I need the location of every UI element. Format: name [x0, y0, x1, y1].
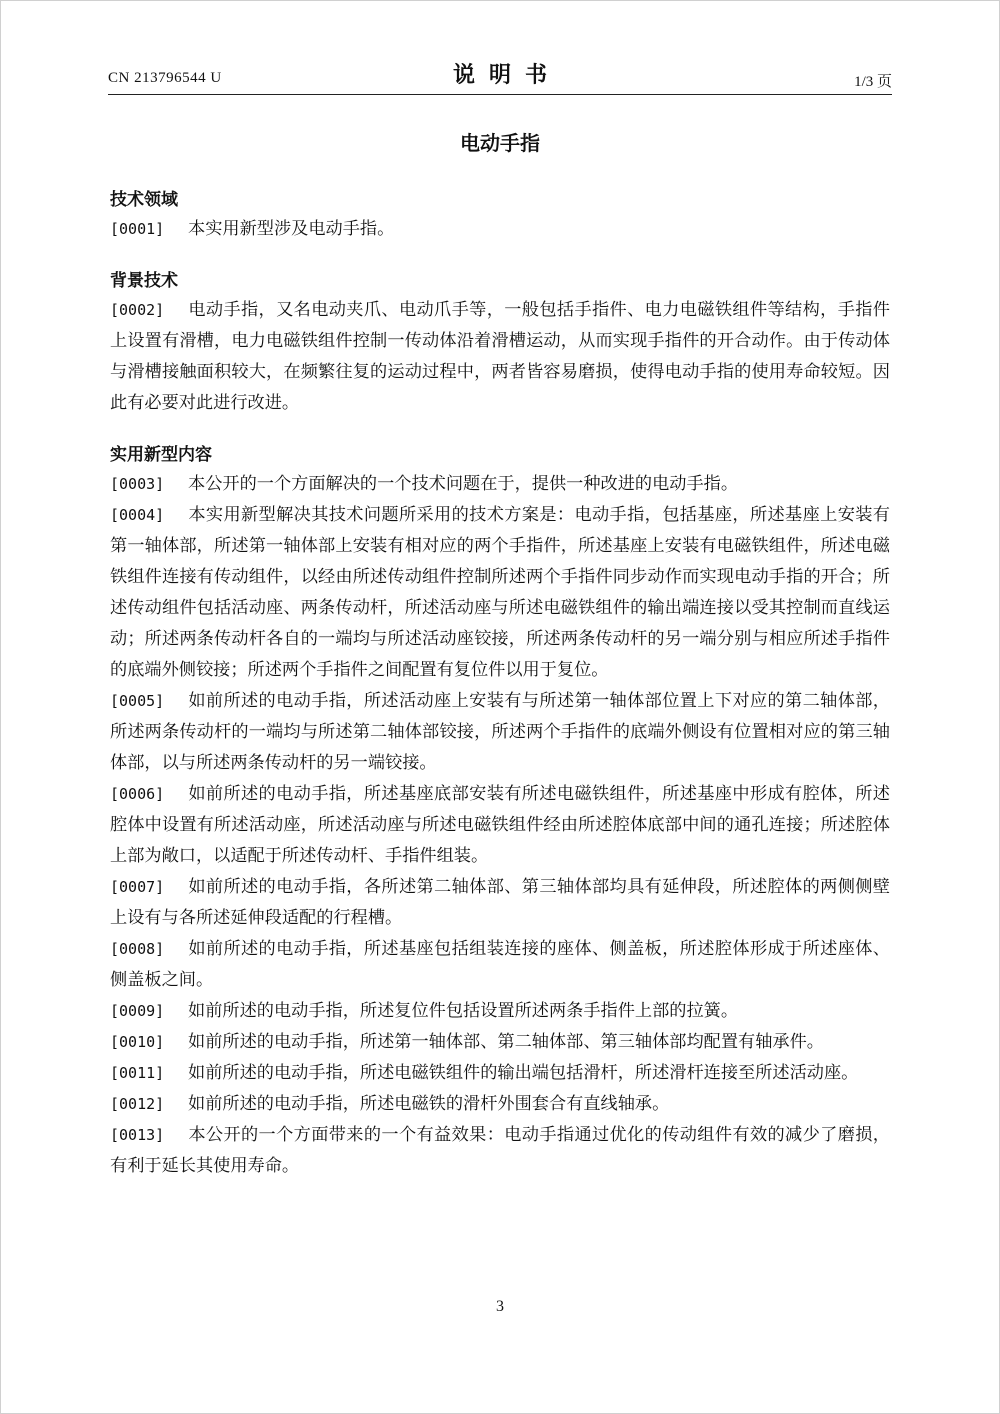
paragraph: [110, 934, 890, 996]
paragraph-number: [0007]: [110, 878, 165, 896]
section-summary: [110, 441, 890, 1182]
paragraph-text: 如前所述的电动手指，所述基座包括组装连接的座体、侧盖板，所述腔体形成于所述座体、侧盖板之间。: [110, 939, 890, 990]
paragraph-number: [0005]: [110, 692, 165, 710]
paragraph-text: 电动手指，又名电动夹爪、电动爪手等，一般包括手指件、电力电磁铁组件等结构，手指件上设置有滑槽，电力电磁铁组件控制一传动体沿着滑槽运动，从而实现手指件的开合动作。由于传动体与滑槽接触面积较大，在频繁往复的运动过程中，两者皆容易磨损，使得电动手指的使用寿命较短。因此有必要对此进行改进。: [110, 300, 890, 413]
page-indicator: 1/3 页: [854, 74, 892, 90]
paragraph-number: [0010]: [110, 1033, 165, 1051]
paragraph-number: [0003]: [110, 475, 165, 493]
paragraph-number: [0009]: [110, 1002, 165, 1020]
paragraph: [110, 295, 890, 419]
paragraph-text: 如前所述的电动手指，各所述第二轴体部、第三轴体部均具有延伸段，所述腔体的两侧侧壁上设有与各所述延伸段适配的行程槽。: [110, 877, 890, 928]
paragraph-number: [0008]: [110, 940, 165, 958]
paragraph: [110, 1058, 890, 1089]
paragraph-text: 如前所述的电动手指，所述基座底部安装有所述电磁铁组件，所述基座中形成有腔体，所述腔体中设置有所述活动座，所述活动座与所述电磁铁组件经由所述腔体底部中间的通孔连接；所述腔体上部为敞口，以适配于所述传动杆、手指件组装。: [110, 784, 890, 866]
paragraph: [110, 469, 890, 500]
paragraph: [110, 214, 890, 245]
paragraph-number: [0011]: [110, 1064, 165, 1082]
paragraph-text: 本实用新型涉及电动手指。: [188, 219, 395, 239]
paragraph: [110, 1027, 890, 1058]
header-divider: [108, 94, 892, 95]
page-number: 3: [496, 1298, 504, 1315]
paragraph: [110, 872, 890, 934]
publication-number: CN 213796544 U: [108, 70, 222, 86]
paragraph-number: [0002]: [110, 301, 165, 319]
section-heading: 实用新型内容: [110, 445, 212, 465]
paragraph: [110, 779, 890, 872]
paragraph: [110, 1089, 890, 1120]
paragraph-text: 如前所述的电动手指，所述复位件包括设置所述两条手指件上部的拉簧。: [188, 1001, 739, 1021]
paragraph-text: 如前所述的电动手指，所述电磁铁的滑杆外围套合有直线轴承。: [188, 1094, 670, 1114]
paragraph-text: 如前所述的电动手指，所述电磁铁组件的输出端包括滑杆，所述滑杆连接至所述活动座。: [188, 1063, 859, 1083]
document-header: [108, 58, 892, 92]
document-body: [110, 186, 890, 1182]
paragraph-text: 本公开的一个方面带来的一个有益效果：电动手指通过优化的传动组件有效的减少了磨损，有利于延长其使用寿命。: [110, 1125, 890, 1176]
document-type-title: 说明书: [452, 63, 561, 88]
paragraph-number: [0004]: [110, 506, 165, 524]
paragraph: [110, 1120, 890, 1182]
paragraph-number: [0012]: [110, 1095, 165, 1113]
section-heading: 背景技术: [110, 271, 178, 291]
paragraph-number: [0013]: [110, 1126, 165, 1144]
paragraph-text: 如前所述的电动手指，所述活动座上安装有与所述第一轴体部位置上下对应的第二轴体部，所述两条传动杆的一端均与所述第二轴体部铰接，所述两个手指件的底端外侧设有位置相对应的第三轴体部，以与所述两条传动杆的另一端铰接。: [110, 691, 890, 773]
document-title: 电动手指: [460, 131, 540, 155]
paragraph-text: 本公开的一个方面解决的一个技术问题在于，提供一种改进的电动手指。: [188, 474, 739, 494]
paragraph-text: 本实用新型解决其技术问题所采用的技术方案是：电动手指，包括基座，所述基座上安装有第一轴体部，所述第一轴体部上安装有相对应的两个手指件，所述基座上安装有电磁铁组件，所述电磁铁组件连接有传动组件，以经由所述传动组件控制所述两个手指件同步动作而实现电动手指的开合；所述传动组件包括活动座、两条传动杆，所述活动座与所述电磁铁组件的输出端连接以受其控制而直线运动；所述两条传动杆各自的一端均与所述活动座铰接，所述两条传动杆的另一端分别与相应所述手指件的底端外侧铰接；所述两个手指件之间配置有复位件以用于复位。: [110, 505, 890, 680]
paragraph-text: 如前所述的电动手指，所述第一轴体部、第二轴体部、第三轴体部均配置有轴承件。: [188, 1032, 824, 1052]
paragraph: [110, 996, 890, 1027]
section-heading: 技术领域: [110, 190, 178, 210]
paragraph-number: [0001]: [110, 220, 165, 238]
paragraph-number: [0006]: [110, 785, 165, 803]
section-technical-field: [110, 186, 890, 245]
paragraph: [110, 686, 890, 779]
paragraph: [110, 500, 890, 686]
section-background: [110, 267, 890, 419]
